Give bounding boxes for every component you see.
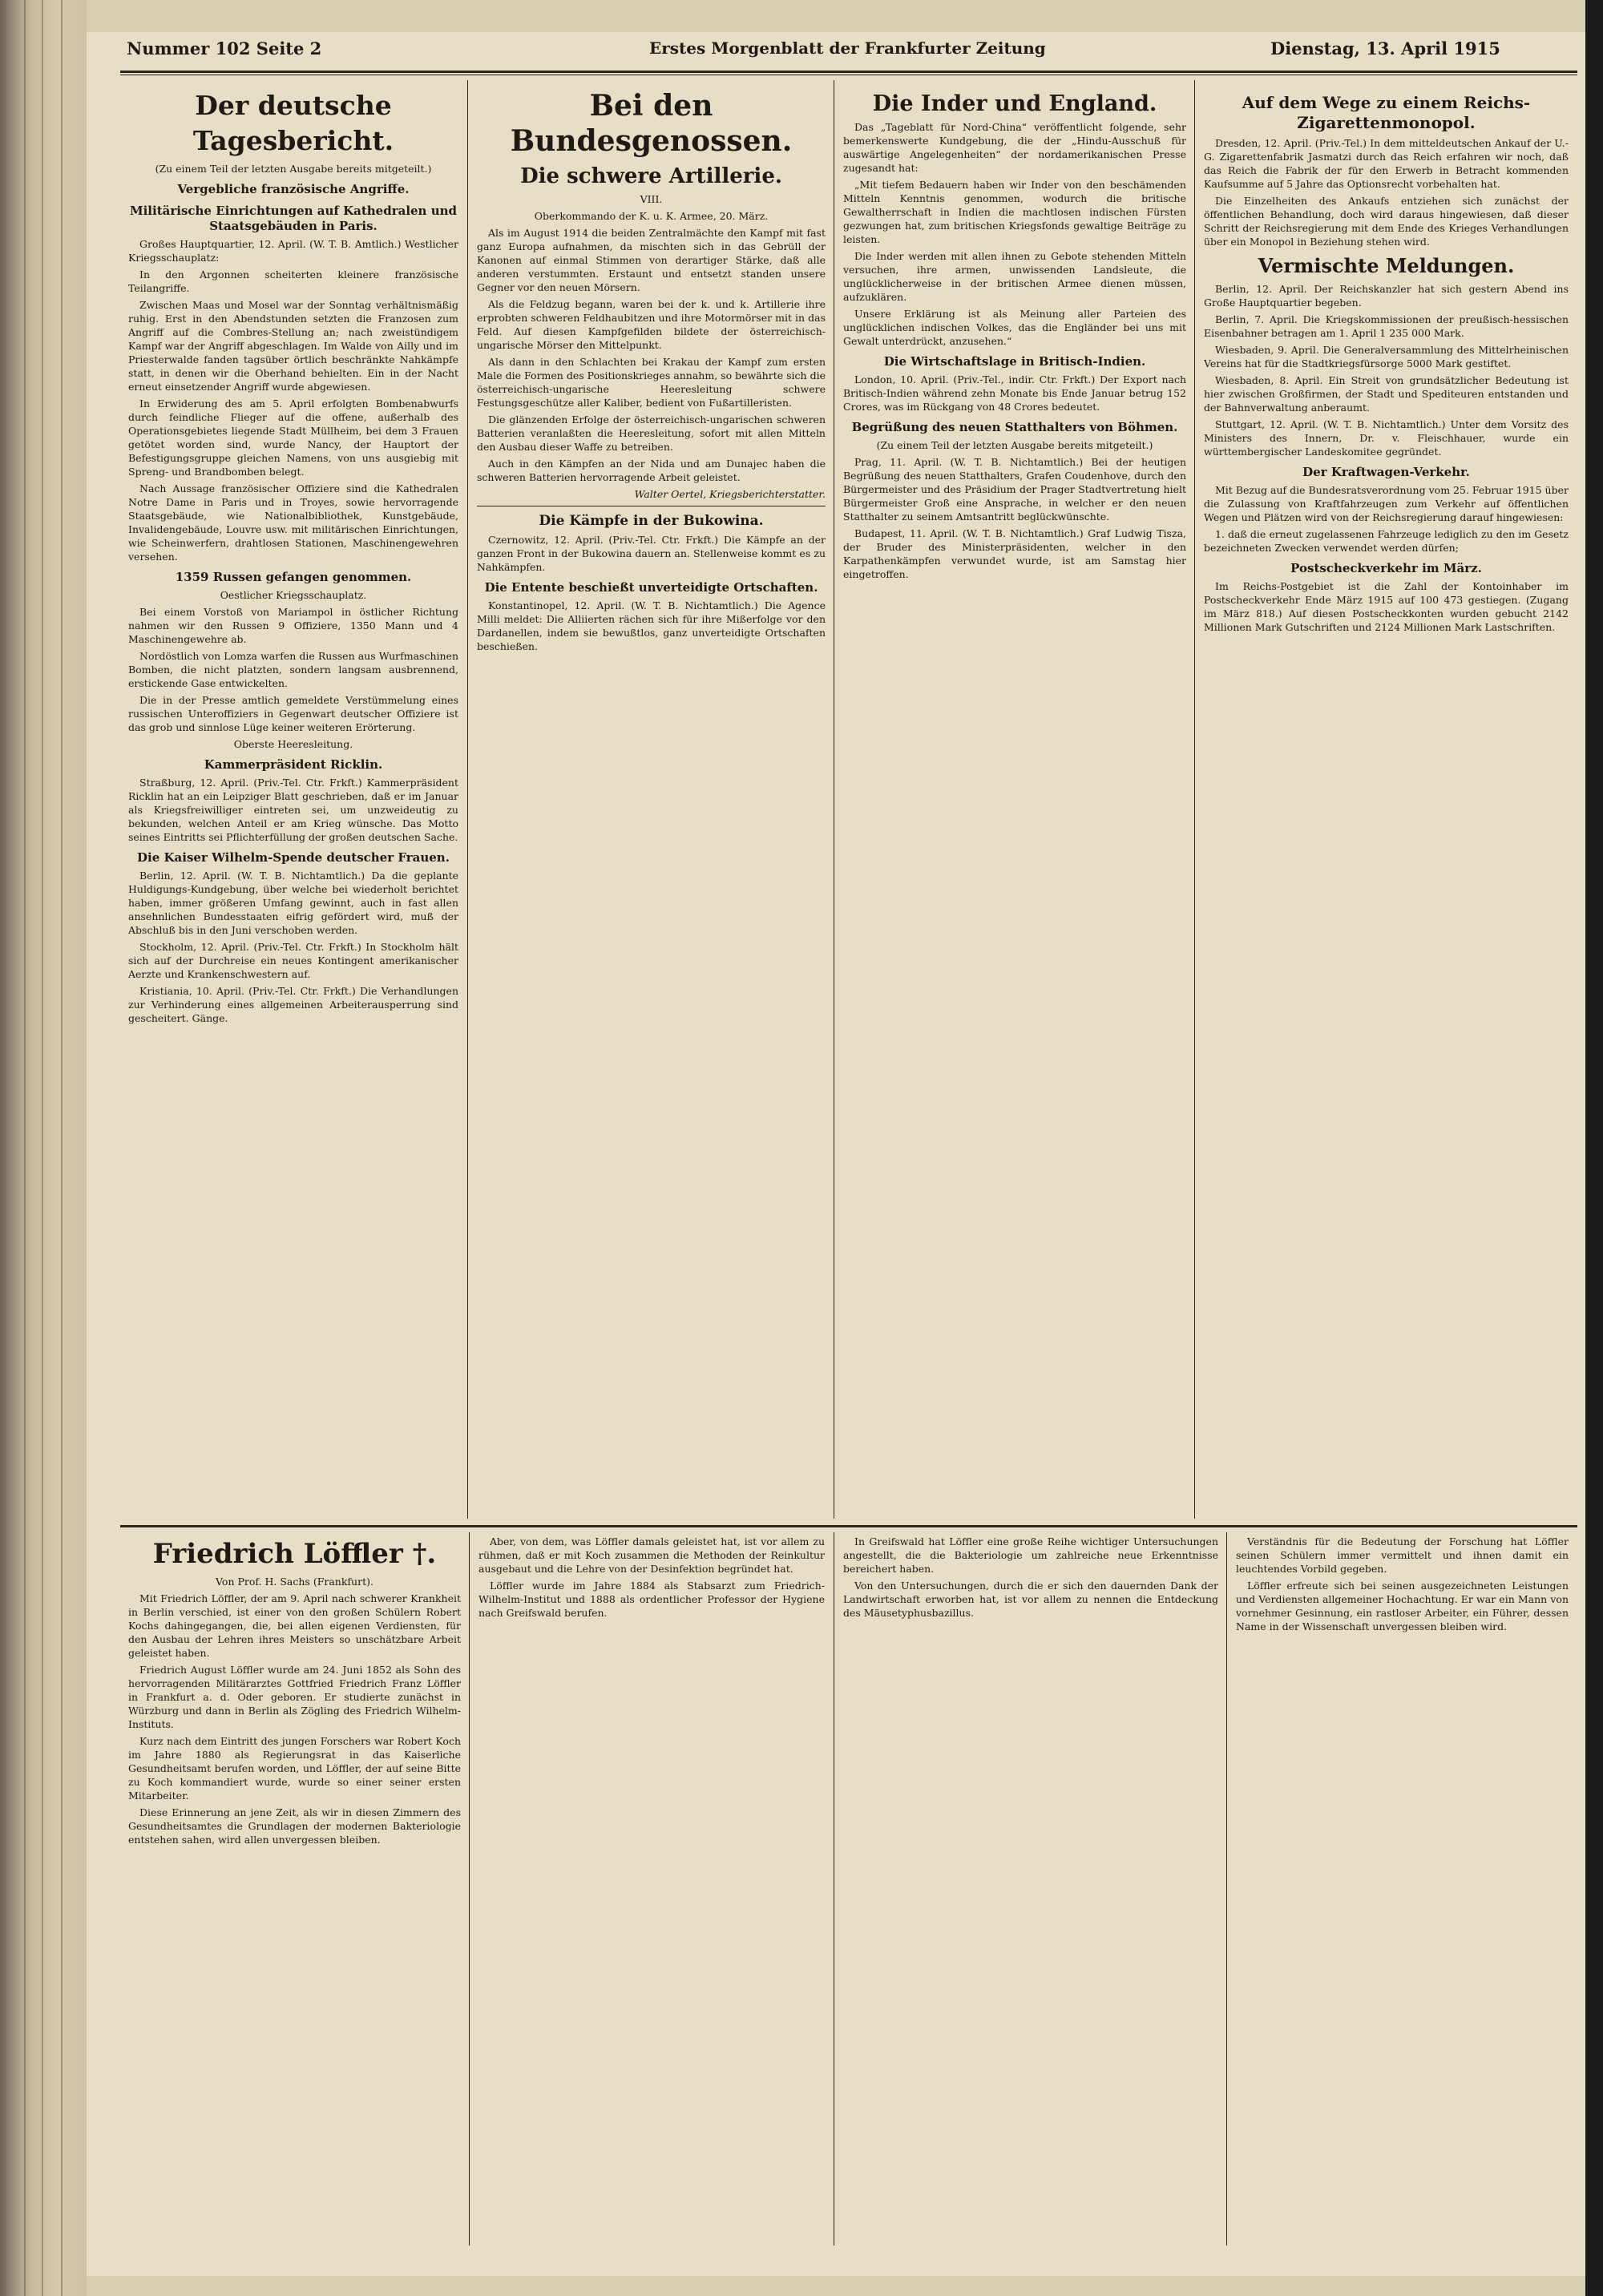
feuilleton-col4 — [1236, 1535, 1569, 2244]
paragraph: Berlin, 12. April. (W. T. B. Nichtamtlich.) Da die geplante Huldigungs-Kundgebung, über welche bei wiederholt berichtet haben, immer größeren Umfang gewinnt, auch in fast allen ansehnlichen Bundesstaaten eifrig gefördert wird, muß der Abschluß bis in den Juni verschoben werden. — [128, 870, 458, 936]
column-rule — [469, 1532, 470, 2246]
column-rule — [1194, 80, 1195, 1519]
paragraph: Das „Tageblatt für Nord-China“ veröffentlicht folgende, sehr bemerkenswerte Kundgebung, die der „Hindu-Ausschuß für auswärtige Angelegenheiten“ der nordamerikanischen Presse zugesandt hat: — [843, 121, 1186, 174]
feuilleton-col1 — [128, 1535, 461, 2244]
paragraph: Als die Feldzug begann, waren bei der k. und k. Artillerie ihre erprobten schweren Feldhaubitzen und ihre Motormörser mit in das Feld. Auf diesen Kampfgefilden bildete der österreichisch-ungarische Mörser den Mittelpunkt. — [477, 298, 826, 351]
feuilleton-rule — [120, 1525, 1577, 1527]
paragraph: Aber, von dem, was Löffler damals geleistet hat, ist vor allem zu rühmen, daß er mit Koch zusammen die Methoden der Reinkultur ausgebaut und die Lehre von der Desinfektion begründet hat. — [478, 1535, 825, 1575]
subhead: Militärische Einrichtungen auf Kathedralen und Staatsgebäuden in Paris. — [130, 204, 457, 233]
column-tagesbericht — [128, 87, 458, 1521]
paragraph: Mit Friedrich Löffler, der am 9. April nach schwerer Krankheit in Berlin verschied, ist einer von den großen Schülern Robert Kochs dahingegangen, die, bei allen eigenen Verdiensten, für den Ausbau der Lehren ihres Meisters so unschätzbare Arbeit geleistet haben. — [128, 1592, 461, 1659]
paragraph: Verständnis für die Bedeutung der Forschung hat Löffler seinen Schülern immer vermittelt und ihnen damit ein leuchtendes Vorbild gegeben. — [1236, 1535, 1569, 1575]
subhead: Kammerpräsident Ricklin. — [204, 757, 383, 772]
paragraph: Dresden, 12. April. (Priv.-Tel.) In dem mitteldeutschen Ankauf der U.-G. Zigarettenfabrik Jasmatzi durch das Reich erfahren wir noch, daß das Reich die Fabrik der für den Erwerb in Betracht kommenden Kaufsumme auf 5 Jahre das Optionsrecht vorbehalten hat. — [1204, 137, 1569, 190]
masthead: Erstes Morgenblatt der Frankfurter Zeitung — [649, 38, 1046, 58]
paragraph: Die glänzenden Erfolge der österreichisch-ungarischen schweren Batterien veranlaßten die Heeresleitung, sofort mit allen Mitteln den Ausbau dieser Waffe zu betreiben. — [477, 414, 826, 453]
article-title: Vermischte Meldungen. — [1258, 254, 1515, 277]
paragraph: Im Reichs-Postgebiet ist die Zahl der Kontoinhaber im Postscheckverkehr Ende März 1915 auf 100 473 gestiegen. (Zugang im März 818.) Auf diesen Postscheckkonten wurden gebucht 2142 Millionen Mark Gutschriften und 2124 Millionen Mark Lastschriften. — [1204, 580, 1569, 633]
paragraph: Stuttgart, 12. April. (W. T. B. Nichtamtlich.) Unter dem Vorsitz des Ministers des Innern, Dr. v. Fleischhauer, wurde ein württembergischer Landeskomitee gegründet. — [1204, 418, 1569, 458]
subhead: Die Kaiser Wilhelm-Spende deutscher Frauen. — [137, 850, 450, 865]
paragraph: Großes Hauptquartier, 12. April. (W. T. B. Amtlich.) Westlicher Kriegsschauplatz: — [128, 238, 458, 264]
article-title: Die Wirtschaftslage in Britisch-Indien. — [883, 354, 1146, 369]
paragraph: Diese Erinnerung an jene Zeit, als wir in diesen Zimmern des Gesundheitsamtes die Grundlagen der modernen Bakteriologie entstehen sahen, wird allen unvergessen bleiben. — [128, 1806, 461, 1846]
column-vermischtes — [1204, 87, 1569, 1521]
paragraph: Bei einem Vorstoß von Mariampol in östlicher Richtung nahmen wir den Russen 9 Offiziere, 1350 Mann und 4 Maschinengewehre ab. — [128, 606, 458, 645]
paragraph: Wiesbaden, 9. April. Die Generalversammlung des Mittelrheinischen Vereins hat für die Stadtkriegsfürsorge 5000 Mark gestiftet. — [1204, 344, 1569, 369]
paragraph: Budapest, 11. April. (W. T. B. Nichtamtlich.) Graf Ludwig Tisza, der Bruder des Ministerpräsidenten, welcher in den Karpathenkämpfen verwundet wurde, ist am Samstag hier eingetroffen. — [843, 527, 1186, 580]
article-title: Der Kraftwagen-Verkehr. — [1302, 465, 1470, 479]
paragraph: Prag, 11. April. (W. T. B. Nichtamtlich.) Bei der heutigen Begrüßung des neuen Statthalters, Grafen Coudenhove, durch den Bürgermeister und des Präsidium der Prager Stadtvertretung hielt Bürgermeister Groß eine Ansprache, in welcher er den neuen Statthalter zu seinem Amtsantritt beglückwünschte. — [843, 456, 1186, 523]
header-rule — [120, 71, 1577, 73]
paragraph: Straßburg, 12. April. (Priv.-Tel. Ctr. Frkft.) Kammerpräsident Ricklin hat an ein Leipziger Blatt geschrieben, daß er im Januar als Kriegsfreiwilliger eintreten sei, um unzweideutig zu bekunden, welchen Anteil er am Krieg wünsche. Das Motto seines Eintritts sei Pflichterfüllung der großen deutschen Sache. — [128, 777, 458, 843]
paragraph: Friedrich August Löffler wurde am 24. Juni 1852 als Sohn des hervorragenden Militärarztes Gottfried Friedrich Franz Löffler in Frankfurt a. d. Oder geboren. Er studierte zunächst in Würzburg und dann in Berlin als Zögling des Friedrich Wilhelm-Instituts. — [128, 1664, 461, 1730]
paragraph: Stockholm, 12. April. (Priv.-Tel. Ctr. Frkft.) In Stockholm hält sich auf der Durchreise ein neues Kontingent amerikanischer Aerzte und Krankenschwestern auf. — [128, 941, 458, 980]
paragraph: Löffler wurde im Jahre 1884 als Stabsarzt zum Friedrich-Wilhelm-Institut und 1888 als ordentlicher Professor der Hygiene nach Greifswald berufen. — [478, 1580, 825, 1619]
paragraph: Wiesbaden, 8. April. Ein Streit von grundsätzlicher Bedeutung ist hier zwischen Großfirmen, der Stadt und Spediteuren entstanden und der Bahnverwaltung anberaumt. — [1204, 374, 1569, 414]
article-note: (Zu einem Teil der letzten Ausgabe bereits mitgeteilt.) — [876, 439, 1153, 451]
paragraph: „Mit tiefem Bedauern haben wir Inder von den beschämenden Mitteln Kenntnis genommen, wodurch die britische Gewaltherrschaft in Indien die machtlosen indischen Fürsten gezwungen hat, zum britischen Kriegsfonds gewaltige Beiträge zu leisten. — [843, 179, 1186, 245]
paragraph: Als dann in den Schlachten bei Krakau der Kampf zum ersten Male die Formen des Positionskrieges annahm, so bewährte sich die österreichisch-ungarische Heeresleitung schwere Festungsgeschütze aller Kaliber, bedient von Fußartilleristen. — [477, 356, 826, 409]
paragraph: Czernowitz, 12. April. (Priv.-Tel. Ctr. Frkft.) Die Kämpfe an der ganzen Front in der Bukowina dauern an. Stellenweise kommt es zu Nahkämpfen. — [477, 534, 826, 573]
paragraph: Die Einzelheiten des Ankaufs entziehen sich zunächst der öffentlichen Behandlung, doch wird daraus hingewiesen, daß dieser Schritt der Reichsregierung mit dem Ende des Krieges Verhandlungen über ein Monopol in Beziehung stehen wird. — [1204, 195, 1569, 248]
page-number: Nummer 102 Seite 2 — [127, 38, 322, 59]
column-bundesgenossen — [477, 87, 826, 1521]
paragraph: Oestlicher Kriegsschauplatz. — [220, 589, 367, 601]
paragraph: London, 10. April. (Priv.-Tel., indir. Ctr. Frkft.) Der Export nach Britisch-Indien während zehn Monate bis Ende Januar betrug 152 Crores, was im Rückgang von 48 Crores bedeutet. — [843, 373, 1186, 413]
paragraph: Löffler erfreute sich bei seinen ausgezeichneten Leistungen und Verdiensten allgemeiner Hochachtung. Er war ein Mann von vornehmer Gesinnung, ein rastloser Arbeiter, ein Führer, dessen Name in der Wissenschaft unvergessen bleiben wird. — [1236, 1580, 1569, 1632]
article-title: Begrüßung des neuen Statthalters von Böhmen. — [851, 420, 1178, 434]
article-title: Die Entente beschießt unverteidigte Ortschaften. — [484, 580, 818, 595]
page-edge-tab — [1585, 0, 1603, 2296]
paragraph: Berlin, 12. April. Der Reichskanzler hat sich gestern Abend ins Große Hauptquartier begeben. — [1204, 283, 1569, 309]
paragraph: Als im August 1914 die beiden Zentralmächte den Kampf mit fast ganz Europa aufnahmen, da mischten sich in das Gebrüll der Kanonen auf einmal Stimmen von derartiger Stärke, daß alle anderen verstummten. Erstaunt und entsetzt standen unsere Gegner vor den neuen Mörsern. — [477, 227, 826, 293]
signature: Oberste Heeresleitung. — [233, 738, 353, 750]
paragraph: Nach Aussage französischer Offiziere sind die Kathedralen Notre Dame in Paris und in Troyes, sowie hervorragende Staatsgebäude, wie Nationalbibliothek, Kunstgebäude, Invalidengebäude, Louvre usw. mit militärischen Einrichtungen, wie Scheinwerfern, drahtlosen Stationen, Maschinengewehren versehen. — [128, 482, 458, 563]
paragraph: In den Argonnen scheiterten kleinere französische Teilangriffe. — [128, 268, 458, 294]
article-title: Auf dem Wege zu einem Reichs-Zigarettenmonopol. — [1242, 93, 1531, 132]
paragraph: Kurz nach dem Eintritt des jungen Forschers war Robert Koch im Jahre 1880 als Regierungsrat in das Kaiserliche Gesundheitsamt berufen worden, und Löffler, der auf seine Bitte zu Koch kommandiert wurde, wurde so einer seiner ersten Mitarbeiter. — [128, 1735, 461, 1802]
column-rule — [467, 80, 468, 1519]
byline: Von Prof. H. Sachs (Frankfurt). — [216, 1576, 373, 1588]
paragraph: Nordöstlich von Lomza warfen die Russen aus Wurfmaschinen Bomben, die nicht platzten, sondern langsam ausbrennend, erstickende Gase entwickelten. — [128, 650, 458, 689]
paragraph: Berlin, 7. April. Die Kriegskommissionen der preußisch-hessischen Eisenbahner betragen am 1. April 1 235 000 Mark. — [1204, 313, 1569, 339]
paragraph: Konstantinopel, 12. April. (W. T. B. Nichtamtlich.) Die Agence Milli meldet: Die Alliierten rächen sich für ihre Mißerfolge vor den Dardanellen, indem sie bewußtlos, ganz unverteidigte Ortschaften beschießen. — [477, 599, 826, 652]
article-subtitle: Die schwere Artillerie. — [520, 164, 782, 188]
feuilleton-col3 — [843, 1535, 1218, 2244]
subhead: Vergebliche französische Angriffe. — [177, 182, 410, 196]
paragraph: Auch in den Kämpfen an der Nida und am Dunajec haben die schweren Batterien hervorragende Arbeit geleistet. — [477, 458, 826, 483]
article-title: Postscheckverkehr im März. — [1290, 561, 1482, 575]
paragraph: In Greifswald hat Löffler eine große Reihe wichtiger Untersuchungen angestellt, die die Bakteriologie um zahlreiche neue Erkenntnisse bereichert haben. — [843, 1535, 1218, 1575]
paragraph: Die Inder werden mit allen ihnen zu Gebote stehenden Mitteln versuchen, ihre armen, unwissenden Landsleute, die unglücklicherweise in der britischen Armee dienen müssen, aufzuklären. — [843, 250, 1186, 303]
paragraph: Kristiania, 10. April. (Priv.-Tel. Ctr. Frkft.) Die Verhandlungen zur Verhinderung eines allgemeinen Arbeiterausperrung sind gescheitert. Gänge. — [128, 985, 458, 1024]
issue-date: Dienstag, 13. April 1915 — [1270, 38, 1500, 59]
paragraph: Unsere Erklärung ist als Meinung aller Parteien des unglücklichen indischen Volkes, das die Engländer bei uns mit Gewalt unterdrückt, anzusehen.“ — [843, 308, 1186, 347]
paragraph: Von den Untersuchungen, durch die er sich den dauernden Dank der Landwirtschaft erworben hat, ist vor allem zu nennen die Entdeckung des Mäusetyphusbazillus. — [843, 1580, 1218, 1619]
subhead: 1359 Russen gefangen genommen. — [175, 570, 412, 584]
column-inder — [843, 87, 1186, 1521]
paragraph: In Erwiderung des am 5. April erfolgten Bombenabwurfs durch feindliche Flieger auf die offene, außerhalb des Operationsgebietes liegende Stadt Müllheim, bei dem 3 Frauen getötet worden sind, wurde Nancy, der Hauptort der Befestigungsgruppe gleichen Namens, von uns ausgiebig mit Spreng- und Brandbomben belegt. — [128, 397, 458, 478]
dateline: Oberkommando der K. u. K. Armee, 20. März. — [534, 210, 769, 222]
article-title: Die Inder und England. — [872, 91, 1157, 116]
article-note: (Zu einem Teil der letzten Ausgabe bereits mitgeteilt.) — [155, 163, 432, 175]
paragraph: Die in der Presse amtlich gemeldete Verstümmelung eines russischen Unteroffiziers in Gegenwart deutscher Offiziere ist das grob und sinnlose Lüge keiner weiteren Erörterung. — [128, 694, 458, 733]
article-title: Die Kämpfe in der Bukowina. — [539, 513, 764, 529]
paragraph: 1. daß die erneut zugelassenen Fahrzeuge lediglich zu den im Gesetz bezeichneten Zwecken verwendet werden dürfen; — [1204, 528, 1569, 554]
part-number: VIII. — [640, 193, 663, 205]
paragraph: Mit Bezug auf die Bundesratsverordnung vom 25. Februar 1915 über die Zulassung von Kraftfahrzeugen zum Verkehr auf öffentlichen Wegen und Plätzen wird von der Reichsregierung darauf hingewiesen: — [1204, 484, 1569, 523]
column-rule — [1226, 1532, 1227, 2246]
article-title: Friedrich Löffler †. — [152, 1538, 437, 1570]
feuilleton-col2 — [478, 1535, 825, 2244]
book-spine — [0, 0, 87, 2296]
article-title: Der deutsche Tagesbericht. — [192, 90, 394, 156]
paragraph: Zwischen Maas und Mosel war der Sonntag verhältnismäßig ruhig. Erst in den Abendstunden setzten die Franzosen zum Angriff auf die Combres-Stellung an; nach zweistündigem Kampf war der Angriff abgeschlagen. Im Walde von Ailly und im Priesterwalde fanden tagsüber örtlich beschränkte Nahkämpfe statt, in denen wir die Oberhand behielten. Ein in der Nacht erneut einsetzender Angriff wurde abgewiesen. — [128, 299, 458, 393]
byline: Walter Oertel, Kriegsberichterstatter. — [634, 488, 826, 500]
article-title: Bei den Bundesgenossen. — [510, 89, 793, 158]
